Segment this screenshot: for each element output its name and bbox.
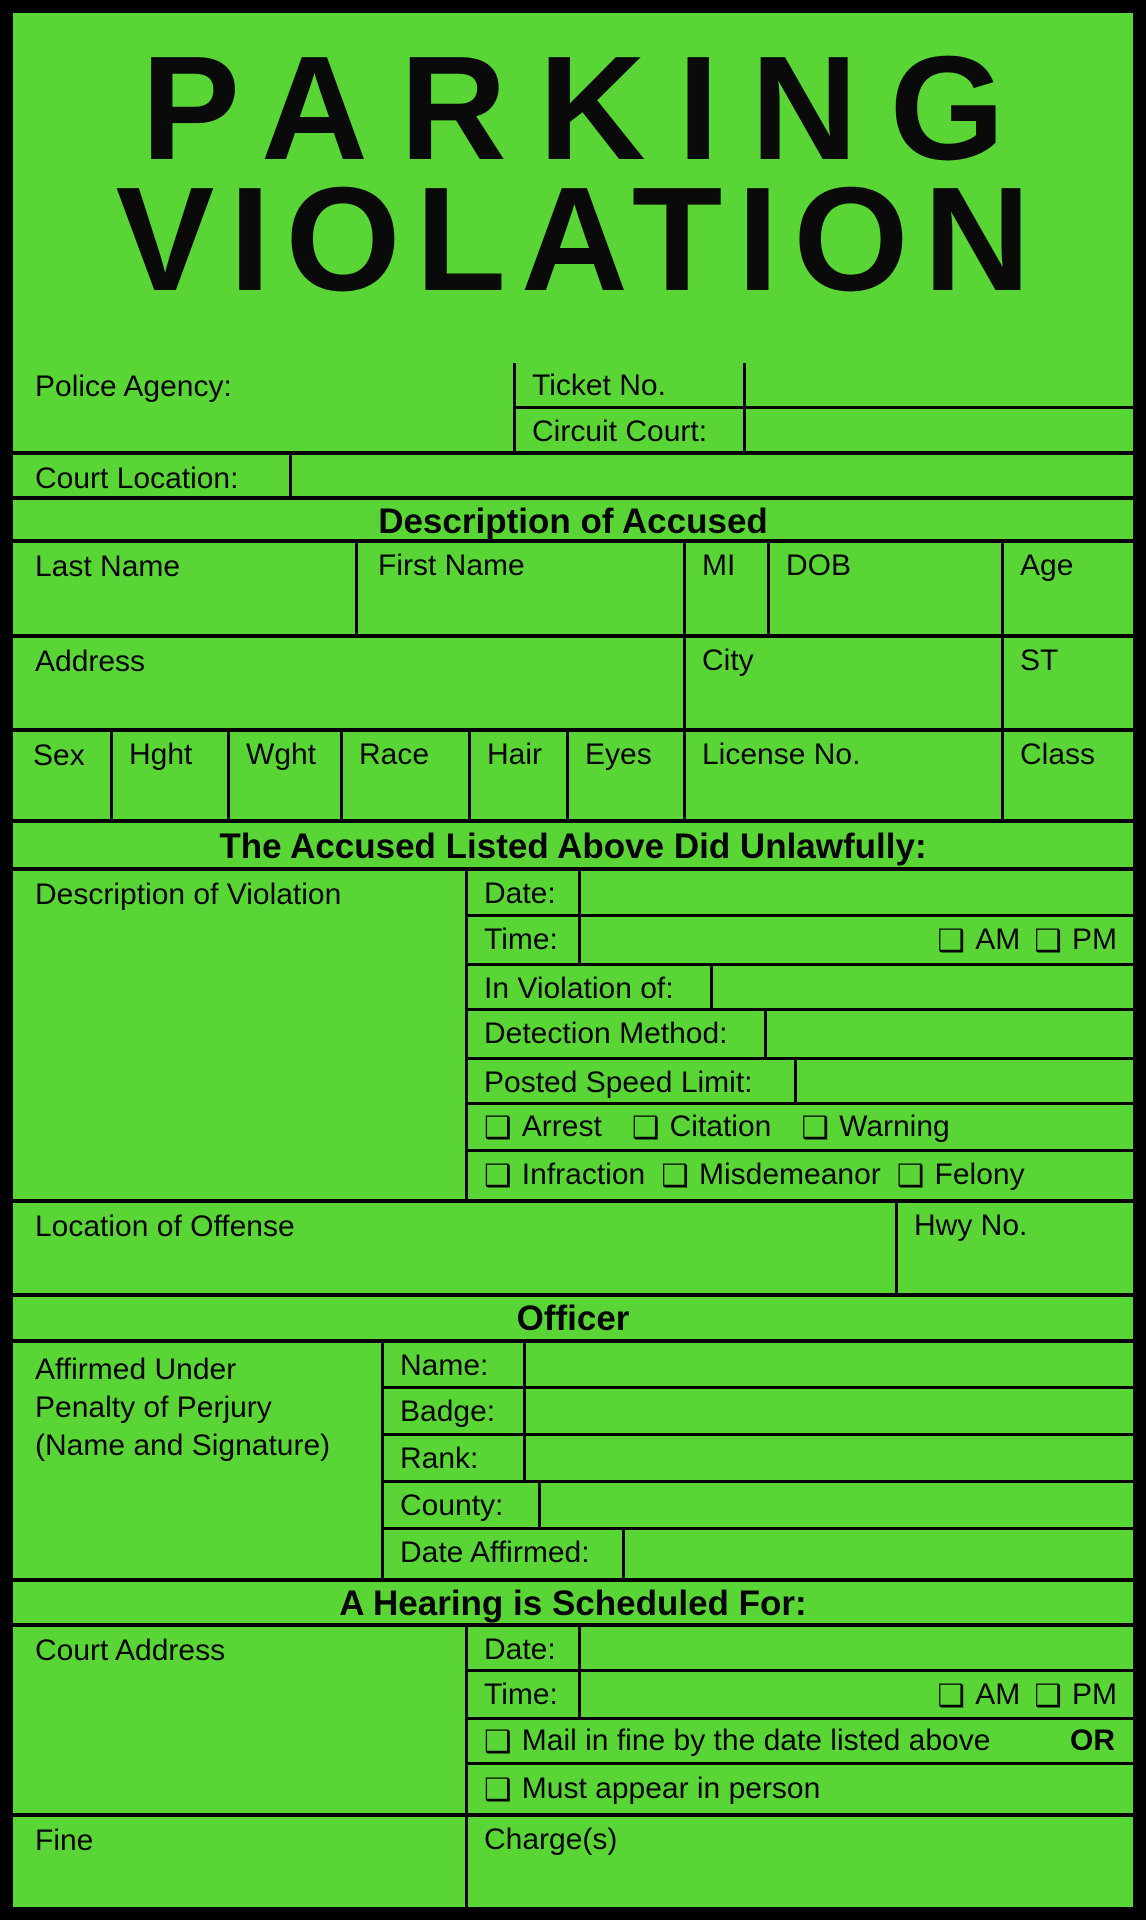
violation-detail-section	[13, 871, 1133, 1203]
top-info-section	[13, 363, 1133, 455]
detection-method-value-field[interactable]	[767, 1011, 1133, 1056]
court-location-label: Court Location:	[35, 462, 239, 495]
checkbox-icon: ❑	[484, 1772, 512, 1808]
hwy-no-label: Hwy No.	[914, 1209, 1028, 1242]
violation-description-field[interactable]	[13, 871, 468, 1199]
checkbox-icon: ❑	[896, 1158, 925, 1194]
citation-checkbox[interactable]	[632, 1110, 772, 1144]
hearing-am-checkbox[interactable]	[937, 1678, 1020, 1712]
affirmed-signature-field[interactable]	[13, 1343, 384, 1578]
address-field[interactable]	[13, 638, 683, 728]
first-name-label: First Name	[378, 549, 525, 582]
hearing-detail-rows	[468, 1627, 1133, 1813]
age-field[interactable]	[1001, 543, 1133, 634]
date-affirmed-value-field[interactable]	[625, 1530, 1133, 1578]
ticket-no-value-field[interactable]	[746, 363, 1133, 406]
wght-field[interactable]	[227, 732, 340, 819]
hght-field[interactable]	[110, 732, 227, 819]
violation-time-value-field[interactable]	[581, 917, 1133, 962]
affirmed-line-2: Penalty of Perjury	[35, 1391, 272, 1424]
detection-method-label: Detection Method:	[484, 1017, 728, 1051]
checkbox-icon: ❑	[937, 923, 966, 959]
in-violation-of-label: In Violation of:	[484, 971, 674, 1005]
hearing-date-value-field[interactable]	[581, 1627, 1133, 1669]
officer-rank-label: Rank:	[400, 1442, 479, 1476]
officer-name-label: Name:	[400, 1349, 489, 1382]
in-violation-of-value-field[interactable]	[713, 966, 1133, 1008]
class-field[interactable]	[1001, 732, 1133, 819]
court-location-value-field[interactable]	[292, 455, 1133, 496]
location-of-offense-section	[13, 1203, 1133, 1297]
court-location-section	[13, 455, 1133, 500]
hearing-time-label: Time:	[484, 1678, 558, 1712]
officer-rank-value-field[interactable]	[526, 1436, 1133, 1479]
charges-label: Charge(s)	[484, 1823, 618, 1856]
officer-name-value-field[interactable]	[526, 1343, 1133, 1386]
age-label: Age	[1020, 549, 1074, 582]
infraction-checkbox[interactable]	[484, 1158, 645, 1192]
circuit-court-label: Circuit Court:	[532, 414, 708, 448]
fine-charges-section	[13, 1817, 1133, 1907]
court-address-field[interactable]	[13, 1627, 468, 1813]
affirmed-line-1: Affirmed Under	[35, 1353, 237, 1386]
sex-label: Sex	[33, 739, 85, 772]
sex-field[interactable]	[13, 732, 110, 819]
hearing-section-header: A Hearing is Scheduled For:	[13, 1582, 1133, 1627]
eyes-label: Eyes	[585, 738, 652, 771]
accused-name-row	[13, 543, 1133, 638]
dob-label: DOB	[786, 549, 852, 582]
checkbox-icon: ❑	[484, 1724, 512, 1760]
ticket-title	[13, 26, 1133, 322]
officer-section-header: Officer	[13, 1297, 1133, 1343]
appear-in-person-label: Must appear in person	[521, 1772, 821, 1806]
police-agency-label: Police Agency:	[35, 370, 232, 403]
address-label: Address	[35, 645, 146, 678]
or-label: OR	[1070, 1724, 1115, 1758]
checkbox-icon: ❑	[801, 1109, 830, 1145]
st-label: ST	[1020, 644, 1059, 677]
officer-badge-value-field[interactable]	[526, 1389, 1133, 1433]
felony-label: Felony	[934, 1158, 1025, 1192]
last-name-field[interactable]	[13, 543, 355, 634]
race-label: Race	[359, 738, 430, 771]
appear-in-person-row	[468, 1765, 1133, 1813]
eyes-field[interactable]	[566, 732, 683, 819]
wght-label: Wght	[246, 738, 317, 771]
violation-pm-checkbox[interactable]	[1034, 923, 1117, 957]
hearing-am-label: AM	[975, 1677, 1021, 1711]
hwy-no-field[interactable]	[895, 1203, 1133, 1293]
violation-description-label: Description of Violation	[35, 878, 342, 911]
arrest-label: Arrest	[521, 1109, 602, 1143]
violation-am-label: AM	[975, 923, 1021, 957]
mail-in-fine-checkbox[interactable]	[484, 1724, 990, 1758]
officer-county-value-field[interactable]	[541, 1483, 1133, 1527]
city-label: City	[702, 644, 754, 677]
warning-checkbox[interactable]	[801, 1110, 949, 1144]
violation-time-label: Time:	[484, 923, 558, 957]
hearing-section	[13, 1627, 1133, 1817]
hair-label: Hair	[487, 738, 543, 771]
violation-detail-rows	[468, 871, 1133, 1199]
violation-am-checkbox[interactable]	[937, 923, 1020, 957]
hearing-pm-label: PM	[1072, 1677, 1117, 1711]
court-address-label: Court Address	[35, 1634, 226, 1667]
mi-label: MI	[702, 549, 736, 582]
date-affirmed-label: Date Affirmed:	[400, 1535, 590, 1569]
location-of-offense-label: Location of Offense	[35, 1210, 295, 1243]
hght-label: Hght	[129, 738, 193, 771]
officer-county-label: County:	[400, 1488, 504, 1522]
checkbox-icon: ❑	[661, 1158, 689, 1194]
mail-in-fine-label: Mail in fine by the date listed above	[521, 1724, 991, 1758]
hair-field[interactable]	[468, 732, 566, 819]
hearing-date-label: Date:	[484, 1633, 556, 1666]
fine-field[interactable]	[13, 1817, 468, 1907]
charges-field[interactable]	[468, 1817, 1133, 1907]
posted-speed-limit-label: Posted Speed Limit:	[484, 1065, 753, 1099]
severity-checkbox-row-1	[468, 1105, 1133, 1151]
infraction-label: Infraction	[521, 1158, 646, 1192]
violation-pm-label: PM	[1072, 923, 1117, 957]
hearing-time-value-field[interactable]	[581, 1672, 1133, 1717]
warning-label: Warning	[839, 1109, 950, 1143]
accused-section-header: Description of Accused	[13, 500, 1133, 543]
violation-date-label: Date:	[484, 877, 556, 910]
checkbox-icon: ❑	[937, 1677, 966, 1713]
posted-speed-limit-value-field[interactable]	[797, 1060, 1133, 1102]
violation-section-header: The Accused Listed Above Did Unlawfully:	[13, 823, 1133, 871]
city-field[interactable]	[683, 638, 1001, 728]
class-label: Class	[1020, 738, 1096, 771]
accused-address-row	[13, 638, 1133, 732]
misdemeanor-checkbox[interactable]	[661, 1158, 881, 1192]
ticket-no-label: Ticket No.	[532, 369, 666, 402]
checkbox-icon: ❑	[484, 1109, 512, 1145]
race-field[interactable]	[340, 732, 468, 819]
violation-date-value-field[interactable]	[581, 871, 1133, 914]
circuit-court-value-field[interactable]	[746, 409, 1133, 452]
title-line-parking: PARKING	[141, 26, 1037, 191]
appear-in-person-checkbox[interactable]	[484, 1772, 820, 1806]
officer-detail-rows	[384, 1343, 1133, 1578]
police-agency-field[interactable]	[13, 363, 513, 451]
first-name-field[interactable]	[355, 543, 683, 634]
license-no-field[interactable]	[683, 732, 1001, 819]
checkbox-icon: ❑	[1034, 1677, 1062, 1713]
st-field[interactable]	[1001, 638, 1133, 728]
citation-label: Citation	[669, 1109, 772, 1143]
severity-checkbox-row-2	[468, 1152, 1133, 1199]
mail-in-fine-row	[468, 1720, 1133, 1765]
felony-checkbox[interactable]	[897, 1158, 1025, 1192]
hearing-pm-checkbox[interactable]	[1034, 1678, 1117, 1712]
fine-label: Fine	[35, 1824, 94, 1857]
mi-field[interactable]	[683, 543, 767, 634]
last-name-label: Last Name	[35, 550, 181, 583]
misdemeanor-label: Misdemeanor	[699, 1158, 881, 1192]
title-line-violation: VIOLATION	[115, 157, 1046, 322]
location-of-offense-field[interactable]	[13, 1203, 895, 1293]
license-no-label: License No.	[702, 738, 861, 771]
checkbox-icon: ❑	[631, 1109, 660, 1145]
ticket-paper	[13, 13, 1133, 1907]
officer-section	[13, 1343, 1133, 1582]
checkbox-icon: ❑	[1034, 923, 1062, 959]
dob-field[interactable]	[767, 543, 1001, 634]
officer-badge-label: Badge:	[400, 1395, 496, 1429]
ticket-court-block	[513, 363, 1133, 451]
accused-physical-row	[13, 732, 1133, 823]
arrest-checkbox[interactable]	[484, 1110, 602, 1144]
affirmed-line-3: (Name and Signature)	[35, 1429, 331, 1462]
checkbox-icon: ❑	[484, 1158, 512, 1194]
